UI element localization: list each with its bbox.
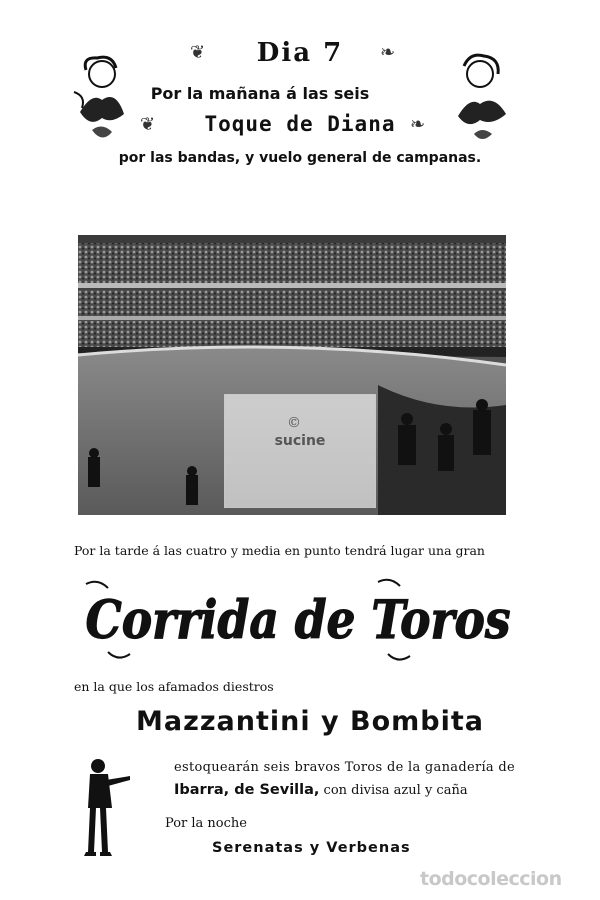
night-line: Por la noche bbox=[165, 816, 247, 831]
bands-line: por las bandas, y vuelo general de campanas. bbox=[118, 150, 482, 166]
flourish-left-icon: ❦ bbox=[190, 42, 206, 63]
flourish-small-right-icon: ❧ bbox=[410, 114, 426, 135]
ranch-colors: con divisa azul y caña bbox=[319, 783, 468, 798]
diana-line: Toque de Diana bbox=[204, 112, 396, 136]
afternoon-line: Por la tarde á las cuatro y media en punto tendrá lugar una gran bbox=[74, 543, 485, 558]
matadors-intro-line: en la que los afamados diestros bbox=[74, 679, 274, 694]
copyright-symbol: © bbox=[287, 415, 301, 431]
watermark-text: sucine bbox=[274, 433, 326, 449]
matadors-names: Mazzantini y Bombita bbox=[136, 706, 484, 737]
ranch-name: Ibarra, de Sevilla, bbox=[174, 782, 320, 798]
watermark-box bbox=[224, 394, 376, 508]
morning-line: Por la mañana á las seis bbox=[150, 84, 370, 103]
flourish-small-left-icon: ❦ bbox=[140, 114, 156, 135]
bulls-line: estoquearán seis bravos Toros de la ganadería de bbox=[174, 760, 516, 775]
matador-figure-icon bbox=[78, 752, 134, 862]
main-title bbox=[78, 574, 518, 666]
title-text: Corrida de Toros bbox=[85, 590, 511, 651]
ranch-line bbox=[174, 782, 519, 798]
flourish-right-icon: ❧ bbox=[380, 42, 396, 63]
serenades-line: Serenatas y Verbenas bbox=[212, 840, 411, 856]
day-heading: Dia 7 bbox=[256, 38, 344, 68]
brand-watermark: todocoleccion bbox=[420, 868, 562, 890]
